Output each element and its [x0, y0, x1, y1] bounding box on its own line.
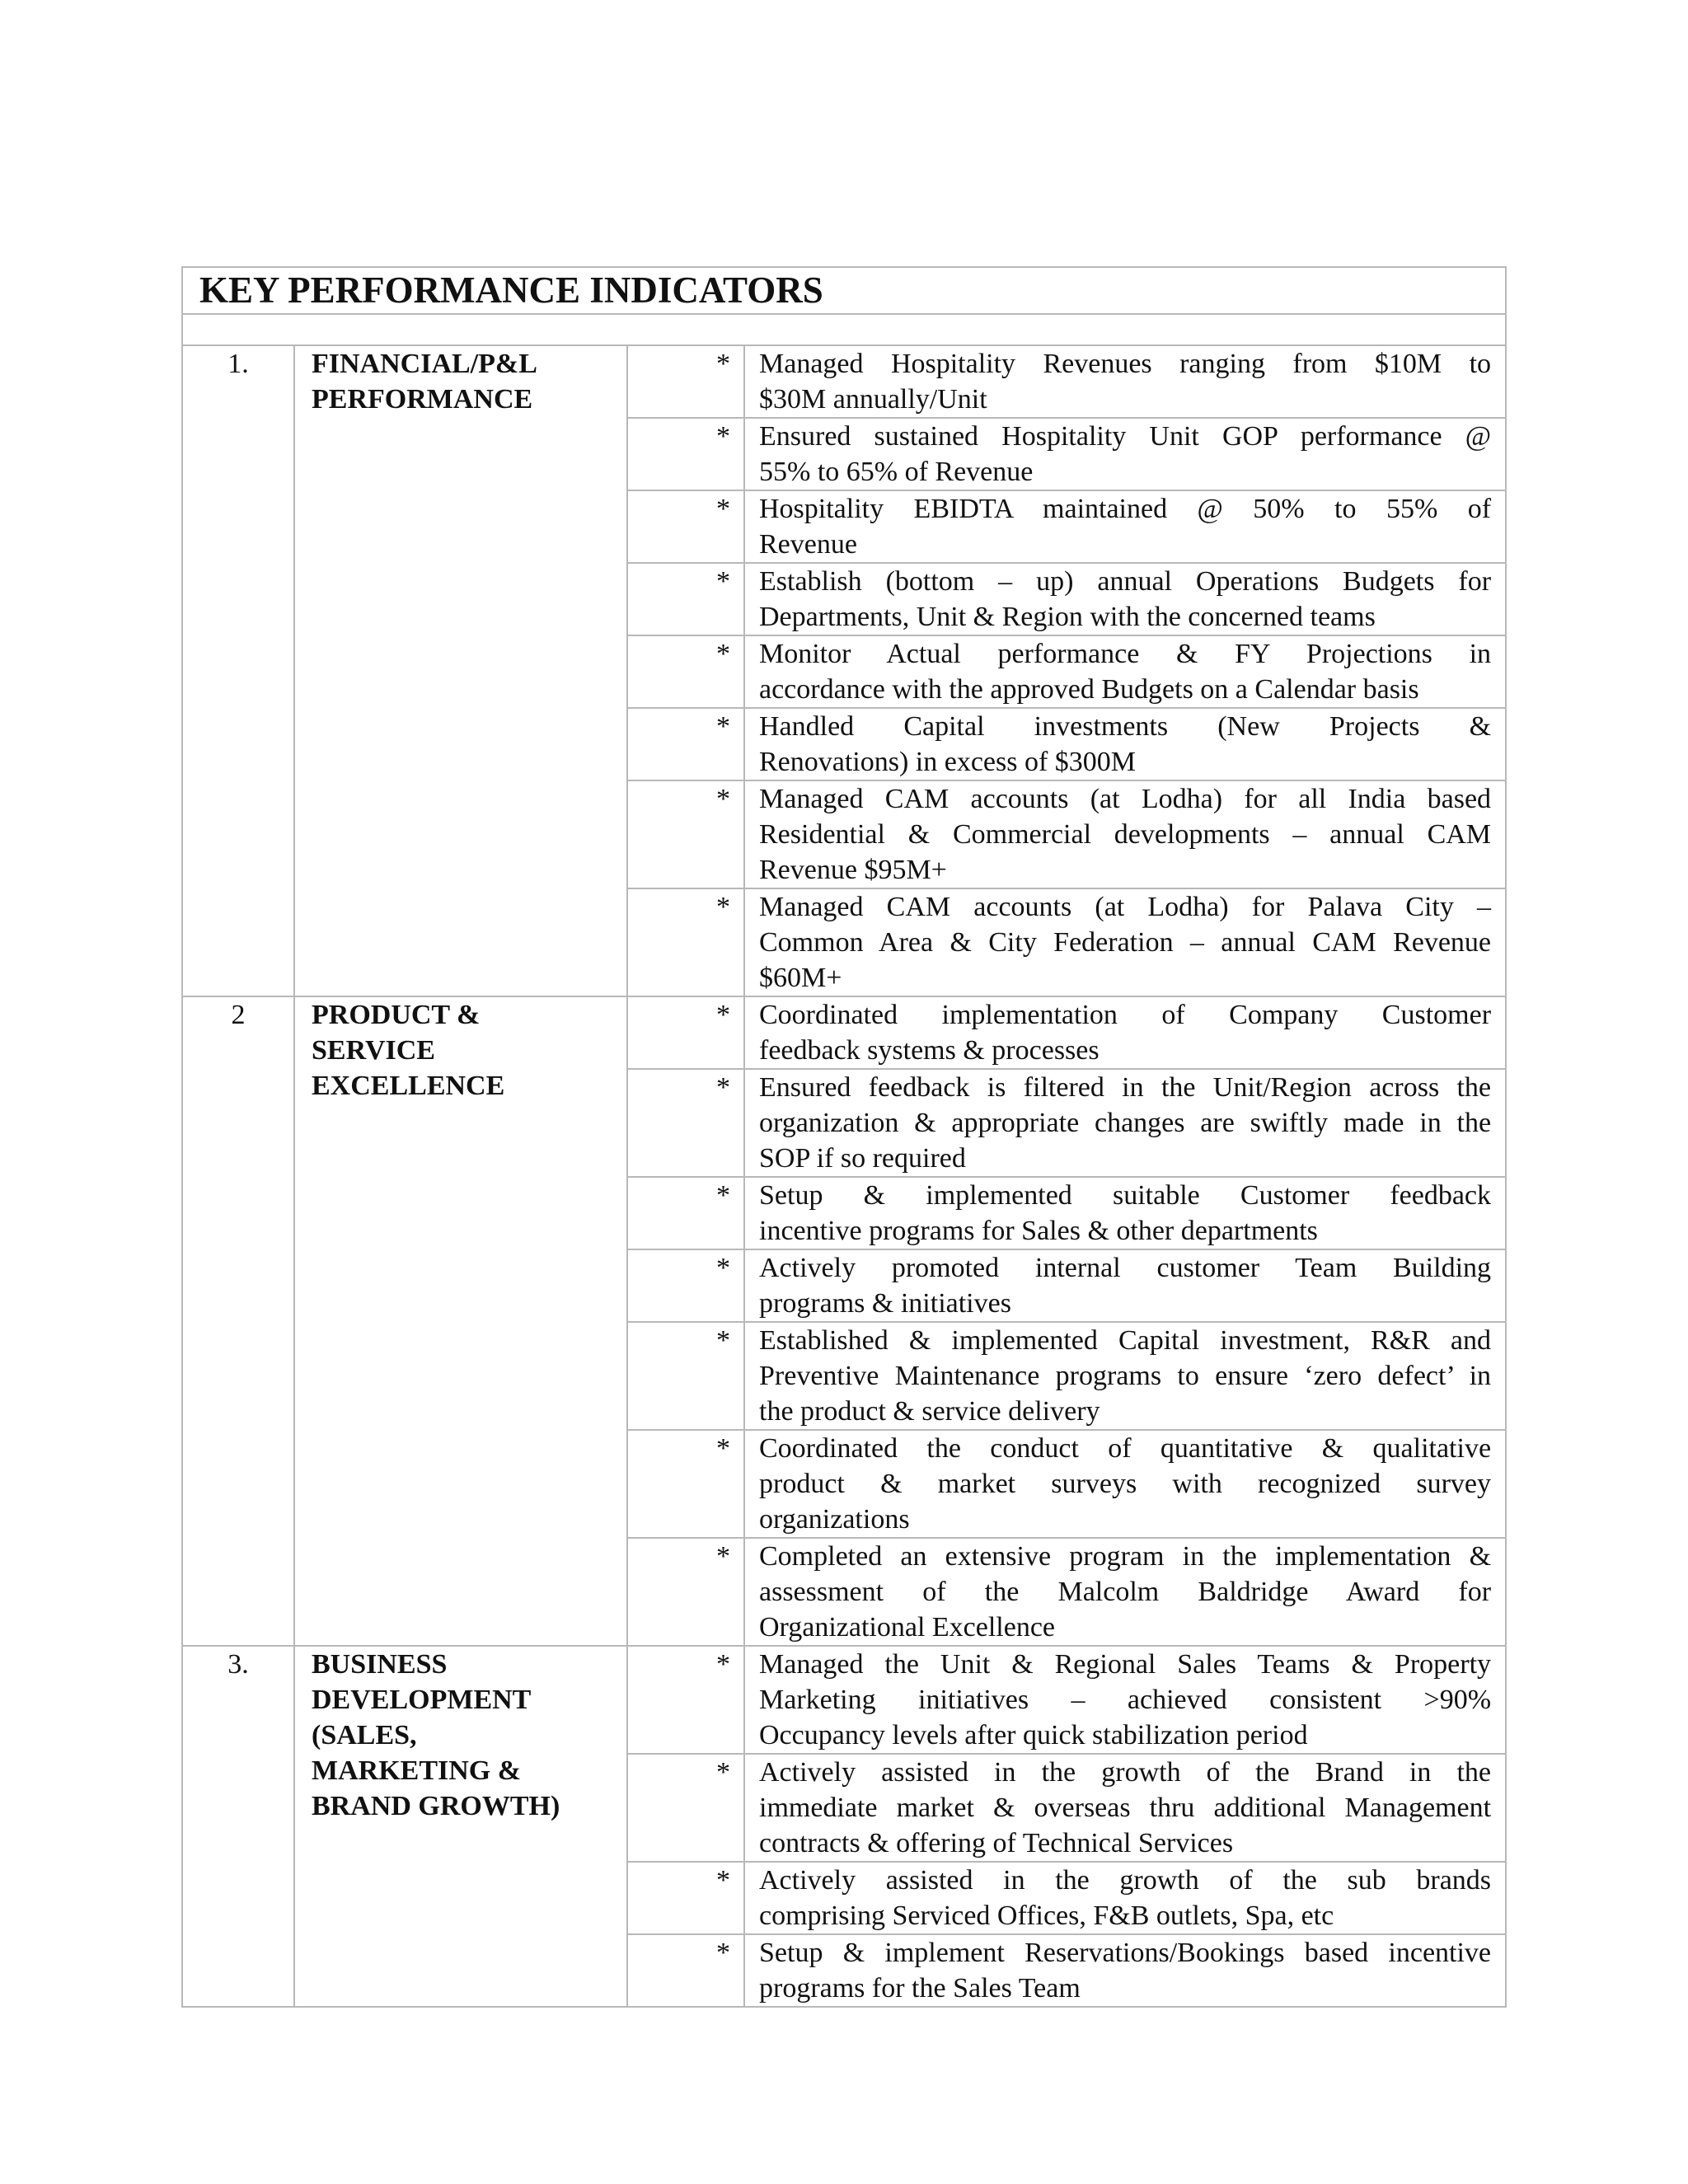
section-category	[294, 1646, 627, 2007]
section-number: 1.	[182, 345, 294, 996]
description-line: Actively assisted in the growth of the sub brands	[759, 1865, 1492, 1896]
bullet-marker: *	[627, 1177, 744, 1249]
description-line: Actively promoted internal customer Team Building	[759, 1253, 1492, 1283]
description-line: Managed CAM accounts (at Lodha) for all India based	[759, 784, 1492, 814]
description-line: comprising Serviced Offices, F&B outlets, Spa, etc	[759, 1900, 1334, 1931]
description-line: Ensured sustained Hospitality Unit GOP performance @	[759, 421, 1492, 452]
bullet-marker: *	[627, 708, 744, 780]
kpi-description	[744, 418, 1506, 490]
description-line: programs for the Sales Team	[759, 1973, 1081, 2004]
description-line: Ensured feedback is filtered in the Unit/Region across the	[759, 1072, 1492, 1103]
bullet-marker: *	[627, 418, 744, 490]
kpi-description	[744, 708, 1506, 780]
description-line: Actively assisted in the growth of the Brand in the	[759, 1757, 1492, 1788]
description-line: incentive programs for Sales & other departments	[759, 1216, 1318, 1246]
section-category	[294, 345, 627, 996]
description-line: Revenue	[759, 529, 857, 560]
bullet-marker: *	[627, 563, 744, 635]
description-line: accordance with the approved Budgets on a Calendar basis	[759, 674, 1419, 705]
description-line: Managed the Unit & Regional Sales Teams & Property	[759, 1649, 1492, 1680]
description-line: Residential & Commercial developments – annual CAM	[759, 819, 1492, 850]
description-line: SOP if so required	[759, 1143, 966, 1174]
bullet-marker: *	[627, 1322, 744, 1430]
document-title: KEY PERFORMANCE INDICATORS	[182, 267, 1506, 314]
description-line: Managed Hospitality Revenues ranging from $10M to	[759, 349, 1492, 379]
kpi-description	[744, 1538, 1506, 1646]
section-number: 2	[182, 996, 294, 1646]
bullet-marker: *	[627, 1646, 744, 1754]
bullet-marker: *	[627, 888, 744, 996]
description-line: Monitor Actual performance & FY Projections in	[759, 639, 1492, 669]
section-number: 3.	[182, 1646, 294, 2007]
description-line: Occupancy levels after quick stabilization period	[759, 1720, 1308, 1750]
description-line: $60M+	[759, 963, 842, 993]
kpi-row	[182, 1646, 1506, 1754]
description-line: Coordinated implementation of Company Customer	[759, 1000, 1492, 1030]
description-line: Common Area & City Federation – annual CAM Revenue	[759, 927, 1492, 958]
category-line: FINANCIAL/P&L	[312, 349, 537, 379]
kpi-table-body	[182, 267, 1506, 2007]
description-line: Setup & implemented suitable Customer feedback	[759, 1180, 1492, 1211]
bullet-marker: *	[627, 780, 744, 888]
description-line: Hospitality EBIDTA maintained @ 50% to 55% of	[759, 494, 1492, 524]
title-row	[182, 267, 1506, 314]
description-line: Marketing initiatives – achieved consistent >90%	[759, 1685, 1492, 1715]
bullet-marker: *	[627, 1934, 744, 2007]
kpi-description	[744, 888, 1506, 996]
description-line: assessment of the Malcolm Baldridge Award for	[759, 1577, 1492, 1607]
category-line: MARKETING &	[312, 1755, 522, 1786]
kpi-description	[744, 1249, 1506, 1322]
spacer-cell	[182, 314, 1506, 345]
bullet-marker: *	[627, 635, 744, 708]
section-category	[294, 996, 627, 1646]
description-line: 55% to 65% of Revenue	[759, 457, 1034, 487]
description-line: Setup & implement Reservations/Bookings based incentive	[759, 1938, 1492, 1968]
description-line: Revenue $95M+	[759, 855, 947, 885]
description-line: feedback systems & processes	[759, 1035, 1100, 1066]
kpi-description	[744, 563, 1506, 635]
description-line: Departments, Unit & Region with the concerned teams	[759, 602, 1376, 632]
description-line: Organizational Excellence	[759, 1612, 1056, 1643]
description-line: product & market surveys with recognized survey	[759, 1469, 1492, 1499]
kpi-description	[744, 345, 1506, 418]
category-line: PERFORMANCE	[312, 384, 533, 415]
kpi-description	[744, 1754, 1506, 1862]
bullet-marker: *	[627, 1249, 744, 1322]
category-line: SERVICE	[312, 1035, 435, 1066]
kpi-description	[744, 1177, 1506, 1249]
bullet-marker: *	[627, 1538, 744, 1646]
kpi-table	[181, 266, 1507, 2008]
kpi-description	[744, 1069, 1506, 1177]
description-line: immediate market & overseas thru additional Management	[759, 1793, 1492, 1823]
category-line: DEVELOPMENT	[312, 1685, 532, 1715]
kpi-description	[744, 1934, 1506, 2007]
description-line: Preventive Maintenance programs to ensure ‘zero defect’ in	[759, 1361, 1492, 1391]
description-line: $30M annually/Unit	[759, 384, 987, 415]
description-line: organization & appropriate changes are swiftly made in the	[759, 1108, 1492, 1138]
description-line: the product & service delivery	[759, 1396, 1100, 1427]
kpi-description	[744, 635, 1506, 708]
kpi-row	[182, 345, 1506, 418]
kpi-description	[744, 1862, 1506, 1934]
kpi-description	[744, 1430, 1506, 1538]
description-line: Renovations) in excess of $300M	[759, 747, 1137, 777]
kpi-description	[744, 1322, 1506, 1430]
description-line: programs & initiatives	[759, 1288, 1011, 1319]
kpi-description	[744, 780, 1506, 888]
category-line: EXCELLENCE	[312, 1071, 505, 1101]
category-line: BUSINESS	[312, 1649, 448, 1680]
bullet-marker: *	[627, 1430, 744, 1538]
description-line: Establish (bottom – up) annual Operations Budgets for	[759, 566, 1492, 597]
description-line: Managed CAM accounts (at Lodha) for Palava City –	[759, 892, 1492, 922]
category-line: PRODUCT &	[312, 1000, 481, 1030]
bullet-marker: *	[627, 490, 744, 563]
description-line: Completed an extensive program in the implementation &	[759, 1541, 1492, 1572]
kpi-row	[182, 996, 1506, 1069]
bullet-marker: *	[627, 345, 744, 418]
bullet-marker: *	[627, 1862, 744, 1934]
category-line: BRAND GROWTH)	[312, 1791, 560, 1821]
description-line: Coordinated the conduct of quantitative & qualitative	[759, 1433, 1492, 1464]
kpi-description	[744, 996, 1506, 1069]
bullet-marker: *	[627, 1754, 744, 1862]
description-line: contracts & offering of Technical Services	[759, 1828, 1234, 1858]
description-line: organizations	[759, 1504, 910, 1535]
kpi-description	[744, 1646, 1506, 1754]
kpi-description	[744, 490, 1506, 563]
bullet-marker: *	[627, 996, 744, 1069]
description-line: Established & implemented Capital investment, R&R and	[759, 1325, 1492, 1356]
spacer-row	[182, 314, 1506, 345]
category-line: (SALES,	[312, 1720, 417, 1750]
description-line: Handled Capital investments (New Projects &	[759, 711, 1492, 742]
bullet-marker: *	[627, 1069, 744, 1177]
